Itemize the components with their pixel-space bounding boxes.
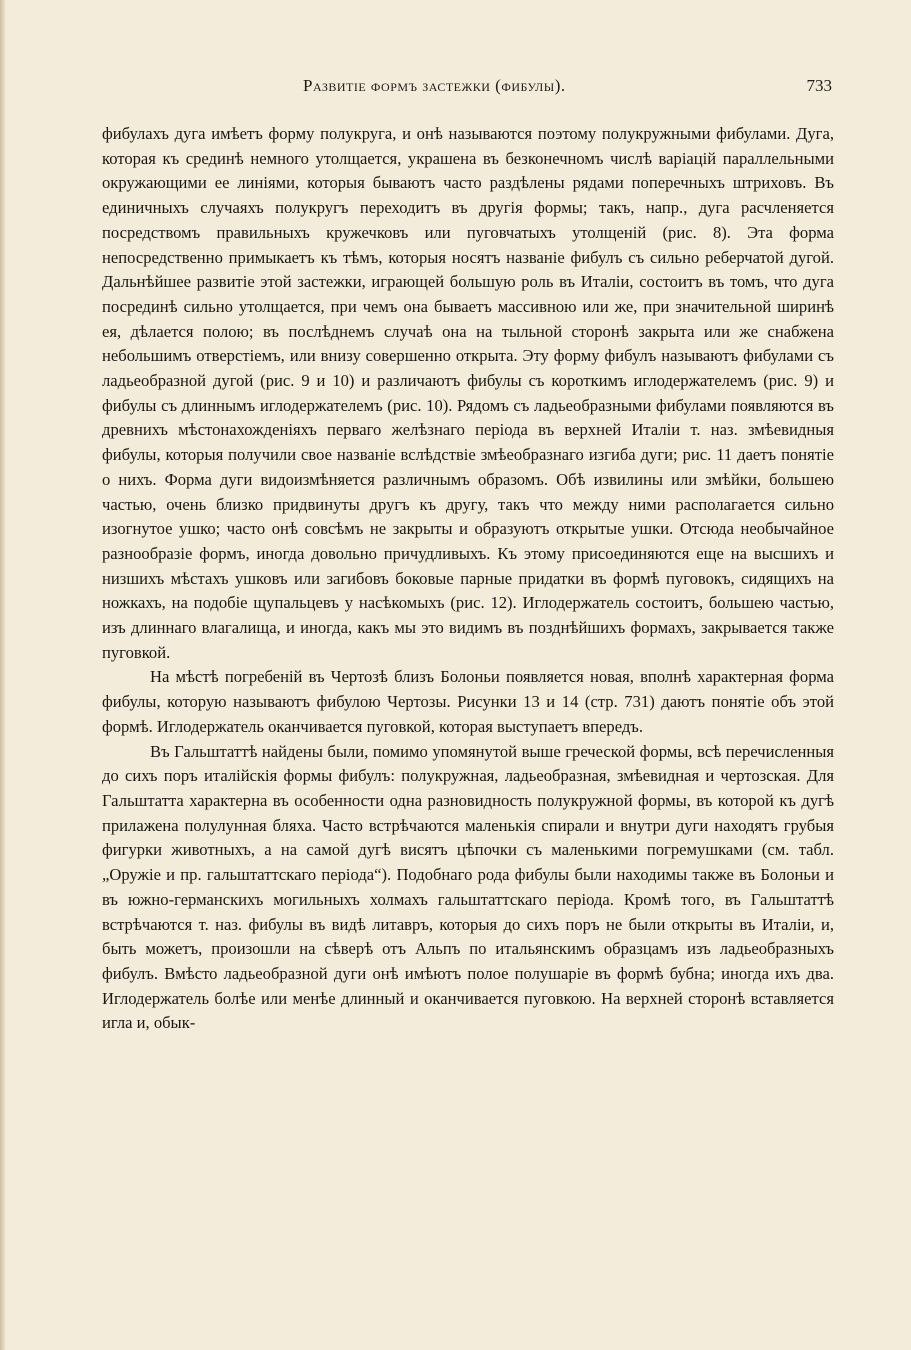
paragraph-3: Въ Гальштаттѣ найдены были, помимо упомянутой выше греческой формы, всѣ перечисленныя до сихъ поръ италійскія формы фибулъ: полукружная, ладьеобразная, змѣевидная и чертозская. Для Гальштатта характерна въ особенности одна разновидность полукружной формы, въ которой къ дугѣ прилажена полулунная бляха. Часто встрѣчаются маленькія спирали и внутри дуги находятъ грубыя фигурки животныхъ, а на самой дугѣ висятъ цѣпочки съ маленькими погремушками (см. табл. „Оружіе и пр. гальштаттскаго періода“). Подобнаго рода фибулы были находимы также въ Болоньи и въ южно-германскихъ могильныхъ холмахъ гальштаттскаго періода. Кромѣ того, въ Гальштаттѣ встрѣчаются т. наз. фибулы въ видѣ литавръ, которыя до сихъ поръ не были открыты въ Италіи, и, быть можетъ, произошли на сѣверѣ отъ Альпъ по итальянскимъ образцамъ изъ ладьеобразныхъ фибулъ. Вмѣсто ладьеобразной дуги онѣ имѣютъ полое полушаріе въ формѣ бубна; иногда ихъ два. Иглодержатель болѣе или менѣе длинный и оканчивается пуговкою. На верхней сторонѣ вставляется игла и, обык-	[102, 741, 834, 1033]
page-number: 733	[806, 76, 832, 95]
paragraph-1: фибулахъ дуга имѣетъ форму полукруга, и онѣ называются поэтому полукружными фибулами. Дуга, которая къ срединѣ немного утолщается, украшена въ безконечномъ числѣ варіацій параллельными окружающими ее линіями, которыя бываютъ часто раздѣлены рядами поперечныхъ штриховъ. Въ единичныхъ случаяхъ полукругъ переходитъ въ другія формы; такъ, напр., дуга расчленяется посредствомъ правильныхъ кружечковъ или пуговчатыхъ утолщеній (рис. 8). Эта форма непосредственно примыкаетъ къ тѣмъ, которыя носятъ названіе фибулъ съ сильно реберчатой дугой. Дальнѣйшее развитіе этой застежки, играющей большую роль въ Италіи, состоитъ въ томъ, что дуга посрединѣ сильно утолщается, при чемъ она бываетъ массивною или же, при значительной ширинѣ ея, дѣлается полою; въ послѣднемъ случаѣ она на тыльной сторонѣ закрыта или же снабжена небольшимъ отверстіемъ, или внизу совершенно открыта. Эту форму фибулъ называютъ фибулами съ ладьеобразной дугой (рис. 9 и 10) и различаютъ фибулы съ короткимъ иглодержателемъ (рис. 9) и фибулы съ длиннымъ иглодержателемъ (рис. 10). Рядомъ съ ладьеобразными фибулами появляются въ древнихъ мѣстонахожденіяхъ перваго желѣзнаго періода въ верхней Италіи т. наз. змѣевидныя фибулы, которыя получили свое названіе вслѣдствіе змѣеобразнаго изгиба дуги; рис. 11 даетъ понятіе о нихъ. Форма дуги видоизмѣняется различнымъ образомъ. Обѣ извилины или змѣйки, большею частью, очень близко придвинуты другъ къ другу, такъ что между ними располагается сильно изогнутое ушко; часто онѣ совсѣмъ не закрыты и образуютъ открытые ушки. Отсюда необычайное разнообразіе формъ, иногда довольно причудливыхъ. Къ этому присоединяются еще на высшихъ и низшихъ мѣстахъ ушковъ или загибовъ боковые парные придатки въ формѣ пуговокъ, сидящихъ на ножкахъ, на подобіе щупальцевъ у насѣкомыхъ (рис. 12). Иглодержатель состоитъ, большею частью, изъ длиннаго влагалища, и иногда, какъ мы это видимъ въ позднѣйшихъ формахъ, закрывается также пуговкой.	[102, 124, 834, 662]
paragraph-2: На мѣстѣ погребеній въ Чертозѣ близъ Болоньи появляется новая, вполнѣ характерная форма фибулы, которую называютъ фибулою Чертозы. Рисунки 13 и 14 (стр. 731) даютъ понятіе объ этой формѣ. Иглодержатель оканчивается пуговкой, которая выступаетъ впередъ.	[102, 667, 834, 736]
page-header	[0, 76, 911, 102]
body-text	[102, 122, 834, 1036]
binding-shadow	[0, 0, 6, 1350]
running-title: Развитіе формъ застежки (фибулы).	[303, 76, 566, 95]
